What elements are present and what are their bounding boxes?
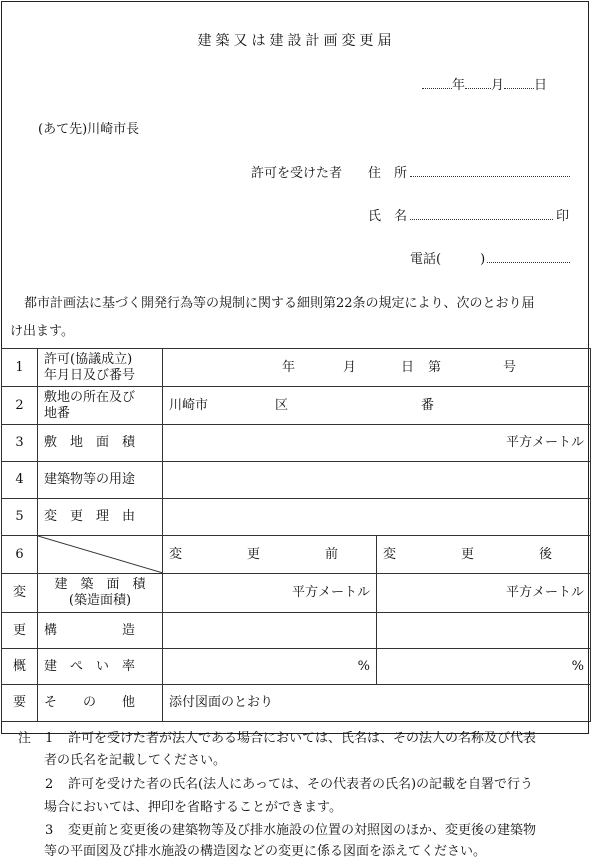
table-row	[2, 574, 591, 613]
row-label	[38, 574, 163, 613]
label-line: 建 築 面 積	[54, 577, 146, 592]
phone-label: 電話( )	[410, 252, 486, 267]
site-area-cell[interactable]: 平方メートル	[163, 425, 591, 462]
addressee: (あて先)川崎市長	[38, 122, 140, 137]
diagonal-cell	[38, 536, 163, 574]
before-header: 変 更 前	[163, 536, 377, 574]
row-number: 2	[2, 387, 38, 425]
note-prefix: 注	[18, 731, 32, 746]
row-label: 変 更 理 由	[38, 499, 163, 536]
name-label: 氏 名	[368, 209, 408, 224]
permit-value-cell[interactable]	[163, 349, 591, 387]
number-prefix: 第	[428, 359, 442, 375]
ward-label: 区	[275, 397, 289, 413]
after-header: 変 更 後	[377, 536, 591, 574]
table-row	[2, 649, 591, 685]
table-row	[2, 536, 591, 574]
change-table	[1, 348, 591, 722]
row-label: 建 ぺ い 率	[38, 649, 163, 685]
row-number: 1	[2, 349, 38, 387]
note-3-line-1: 変更前と変更後の建築物等及び排水施設の位置の対照図のほか、変更後の建築物	[68, 823, 537, 838]
date-day: 日	[534, 78, 548, 93]
address-field[interactable]	[410, 162, 570, 177]
date-month: 月	[491, 78, 505, 93]
label-line: 許可(協議成立)	[44, 351, 133, 367]
building-area-before[interactable]: 平方メートル	[163, 574, 377, 613]
structure-before[interactable]	[163, 613, 377, 649]
date-line	[422, 74, 547, 93]
row-label	[38, 387, 163, 425]
date-year: 年	[452, 78, 466, 93]
row-label: 構 造	[38, 613, 163, 649]
label-line: 地番	[44, 405, 71, 421]
row-label: 建築物等の用途	[38, 462, 163, 499]
note-3-number: 3	[45, 823, 54, 838]
row-number: 6	[2, 536, 38, 574]
note-1-line-2: 者の氏名を記載してください。	[44, 753, 227, 768]
seal-mark: 印	[556, 209, 570, 224]
note-2-line-1: 許可を受けた者の氏名(法人にあっては、その代表者の氏名)の記載を自署で行う	[68, 777, 534, 792]
row-number: 4	[2, 462, 38, 499]
row-label: 敷 地 面 積	[38, 425, 163, 462]
era-day: 日	[401, 359, 415, 375]
location-cell[interactable]	[163, 387, 591, 425]
era-year: 年	[282, 359, 296, 375]
address-label: 住 所	[368, 166, 408, 181]
table-row	[2, 349, 591, 387]
phone-field[interactable]	[487, 248, 570, 263]
note-1-line-1: 許可を受けた者が法人である場合においては、氏名は、その法人の名称及び代表	[68, 731, 537, 746]
row-label	[38, 349, 163, 387]
table-row	[2, 387, 591, 425]
intro-line-1: 都市計画法に基づく開発行為等の規制に関する細則第22条の規定により、次のとおり届	[24, 296, 535, 311]
era-month: 月	[343, 359, 357, 375]
table-row	[2, 499, 591, 536]
applicant-label: 許可を受けた者	[251, 166, 343, 181]
reason-cell[interactable]	[163, 499, 591, 536]
change-side-label: 概	[2, 649, 38, 685]
label-line: 年月日及び番号	[44, 367, 136, 383]
change-side-label: 変	[2, 574, 38, 613]
other-cell[interactable]: 添付図面のとおり	[163, 685, 591, 722]
note-2-number: 2	[45, 777, 54, 792]
label-line: 敷地の所在及び	[44, 389, 136, 405]
structure-after[interactable]	[377, 613, 591, 649]
form-title: 建築又は建設計画変更届	[197, 33, 396, 49]
coverage-after[interactable]: %	[377, 649, 591, 685]
table-row	[2, 613, 591, 649]
table-row	[2, 685, 591, 722]
lot-label: 番	[421, 397, 435, 413]
intro-line-2: け出ます。	[10, 324, 74, 339]
use-cell[interactable]	[163, 462, 591, 499]
note-1-number: 1	[45, 731, 54, 746]
note-3-line-2: 等の平面図及び排水施設の構造図などの変更に係る図面を添えてください。	[44, 844, 487, 859]
label-line: (築造面積)	[68, 593, 132, 608]
table-row	[2, 462, 591, 499]
change-side-label: 更	[2, 613, 38, 649]
table-row	[2, 425, 591, 462]
name-field[interactable]	[410, 205, 553, 220]
change-side-label: 要	[2, 685, 38, 722]
note-2-line-2: 場合においては、押印を省略することができます。	[44, 800, 342, 815]
diagonal-line	[38, 536, 163, 573]
city-name: 川崎市	[169, 397, 209, 413]
row-label: そ の 他	[38, 685, 163, 722]
row-number: 5	[2, 499, 38, 536]
number-suffix: 号	[503, 359, 517, 375]
row-number: 3	[2, 425, 38, 462]
coverage-before[interactable]: %	[163, 649, 377, 685]
building-area-after[interactable]: 平方メートル	[377, 574, 591, 613]
